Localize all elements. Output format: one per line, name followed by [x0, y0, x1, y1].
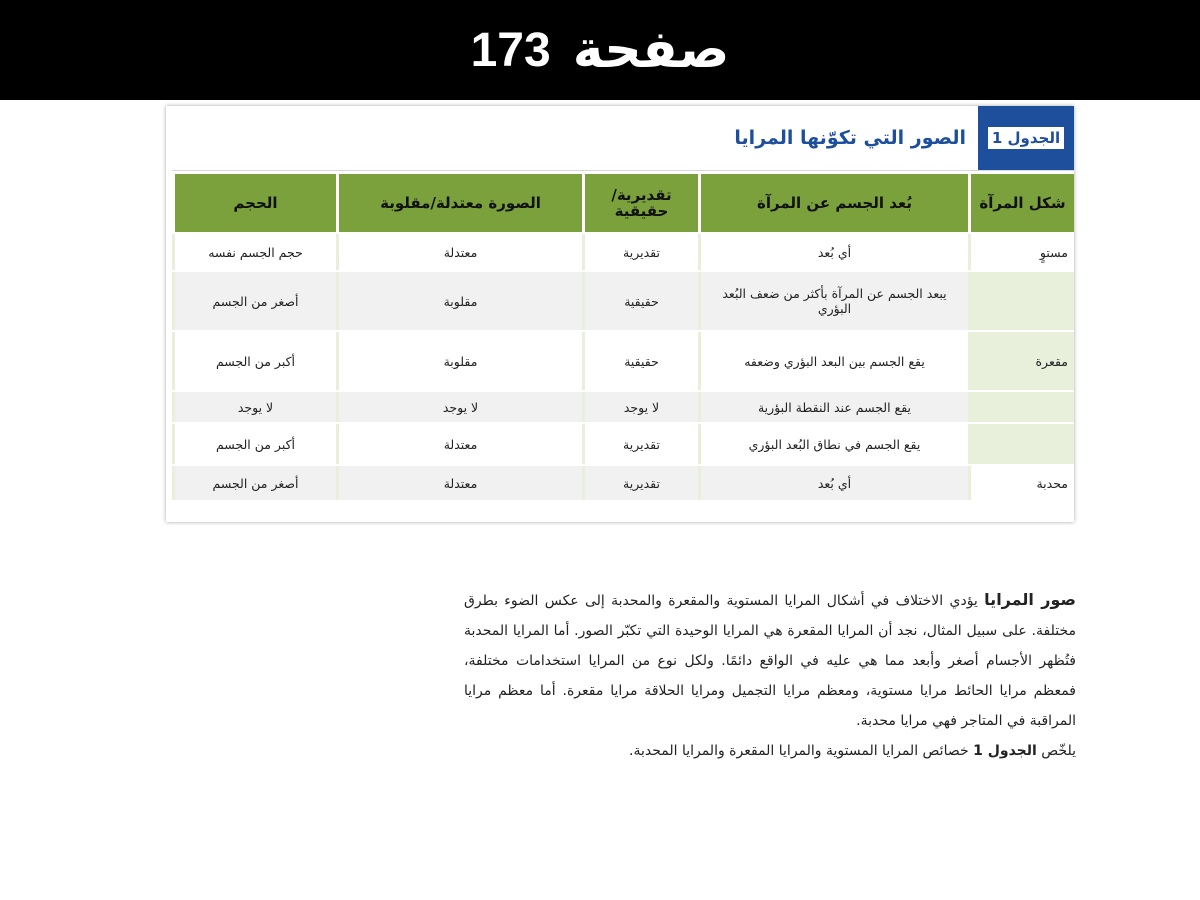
- table-row: [172, 234, 1074, 270]
- cell-distance: يقع الجسم بين البعد البؤري وضعفه: [698, 332, 968, 390]
- mirror-images-table-card: [166, 106, 1074, 522]
- cell-size: أصغر من الجسم: [172, 272, 336, 330]
- cell-orientation: لا يوجد: [336, 392, 582, 422]
- paragraph-mirror-images: [464, 585, 1076, 736]
- page-number: 173: [470, 23, 551, 77]
- cell-distance: يقع الجسم عند النقطة البؤرية: [698, 392, 968, 422]
- paragraph-summary: [464, 736, 1076, 766]
- cell-shape: [968, 392, 1074, 422]
- table-title: الصور التي تكوّنها المرايا: [734, 127, 966, 149]
- cell-orientation: معتدلة: [336, 234, 582, 270]
- col-header-orientation: الصورة معتدلة/مقلوبة: [336, 174, 582, 232]
- cell-orientation: مقلوبة: [336, 272, 582, 330]
- cell-distance: يبعد الجسم عن المرآة بأكثر من ضعف البُعد البؤري: [698, 272, 968, 330]
- col-header-distance: بُعد الجسم عن المرآة: [698, 174, 968, 232]
- cell-type: تقديرية: [582, 234, 698, 270]
- table-label: الجدول 1: [978, 106, 1074, 170]
- col-header-shape: شكل المرآة: [968, 174, 1074, 232]
- cell-size: أكبر من الجسم: [172, 424, 336, 464]
- cell-shape: مستوٍ: [968, 234, 1074, 270]
- table-row: [172, 392, 1074, 422]
- cell-type: تقديرية: [582, 466, 698, 500]
- cell-type: لا يوجد: [582, 392, 698, 422]
- cell-orientation: معتدلة: [336, 466, 582, 500]
- table-row: [172, 332, 1074, 390]
- table-header-row: [172, 174, 1074, 232]
- cell-shape: محدبة: [968, 466, 1074, 500]
- body-text: [464, 585, 1076, 766]
- cell-orientation: معتدلة: [336, 424, 582, 464]
- cell-type: حقيقية: [582, 272, 698, 330]
- col-header-type: تقديرية/ حقيقية: [582, 174, 698, 232]
- cell-shape: [968, 424, 1074, 464]
- cell-type: تقديرية: [582, 424, 698, 464]
- table-row: [172, 424, 1074, 464]
- table-caption: [172, 106, 1074, 171]
- cell-distance: أي بُعد: [698, 466, 968, 500]
- cell-shape: مقعرة: [968, 332, 1074, 390]
- cell-type: حقيقية: [582, 332, 698, 390]
- page-title-word: صفحة: [572, 20, 730, 80]
- cell-orientation: مقلوبة: [336, 332, 582, 390]
- cell-distance: يقع الجسم في نطاق البُعد البؤري: [698, 424, 968, 464]
- cell-distance: أي بُعد: [698, 234, 968, 270]
- table-row: [172, 272, 1074, 330]
- paragraph-lead: صور المرايا: [984, 590, 1076, 609]
- cell-size: لا يوجد: [172, 392, 336, 422]
- paragraph-body: يؤدي الاختلاف في أشكال المرايا المستوية والمقعرة والمحدبة إلى عكس الضوء بطرق مختلفة. على سبيل المثال، نجد أن المرايا المقعرة هي المرايا الوحيدة التي تكبّر الصور. أما المرايا المحدبة فتُظهر الأجسام أصغر وأبعد مما هي عليه في الواقع دائمًا. ولكل نوع من المرايا استخدامات مختلفة، فمعظم مرايا الحائط مرايا مستوية، ومعظم مرايا التجميل ومرايا الحلاقة مرايا مقعرة. أما معظم مرايا المراقبة في المتاجر فهي مرايا محدبة.: [464, 593, 1076, 729]
- cell-shape: [968, 272, 1074, 330]
- table-row: [172, 466, 1074, 500]
- summary-table-ref: الجدول 1: [973, 743, 1037, 759]
- page-title-bar: [0, 0, 1200, 100]
- cell-size: حجم الجسم نفسه: [172, 234, 336, 270]
- summary-prefix: يلخّص: [1041, 743, 1076, 759]
- cell-size: أصغر من الجسم: [172, 466, 336, 500]
- mirror-images-table: [172, 172, 1074, 502]
- col-header-size: الحجم: [172, 174, 336, 232]
- cell-size: أكبر من الجسم: [172, 332, 336, 390]
- summary-rest: خصائص المرايا المستوية والمرايا المقعرة والمرايا المحدبة.: [629, 743, 969, 759]
